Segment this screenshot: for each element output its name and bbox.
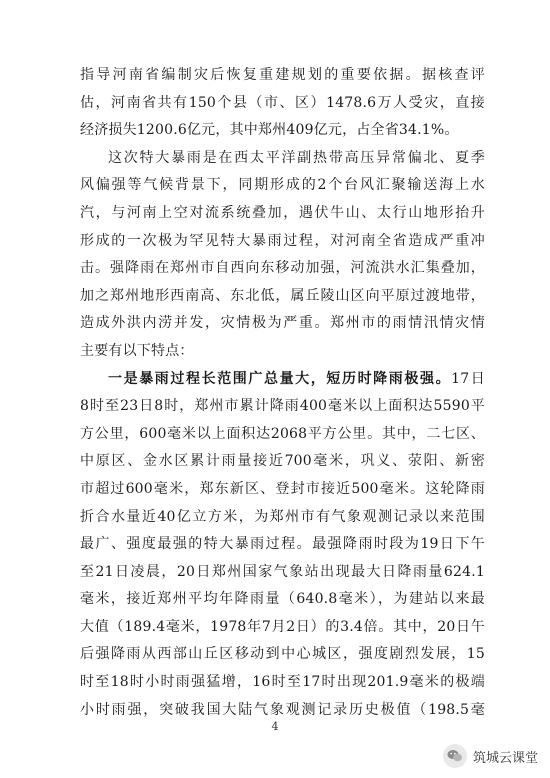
text-line: 主要有以下特点：	[80, 342, 194, 359]
feature-heading: 一是暴雨过程长范围广总量大，短历时降雨极强。	[108, 370, 452, 387]
text-line: 大值（189.4毫米，1978年7月2日）的3.4倍。其中，20日午	[80, 618, 485, 635]
text-line: 市超过600毫米，郑东新区、登封市接近500毫米。这轮降雨	[80, 480, 485, 497]
text-line: 折合水量近40亿立方米，为郑州市有气象观测记录以来范围	[80, 508, 485, 525]
text-line: 中原区、金水区累计雨量接近700毫米，巩义、荥阳、新密	[80, 453, 485, 470]
text-line: 加之郑州地形西南高、东北低，属丘陵山区向平原过渡地带，	[80, 287, 485, 304]
text-line: 方公里，600毫米以上面积达2068平方公里。其中，二七区、	[80, 425, 485, 442]
text-line: 风偏强等气候背景下，同期形成的2个台风汇聚输送海上水	[80, 177, 485, 194]
watermark-text: 筑城云课堂	[472, 750, 538, 766]
text-line: 小时雨强，突破我国大陆气象观测记录历史极值（198.5毫	[80, 701, 485, 718]
text-line: 毫米，接近郑州平均年降雨量（640.8毫米），为建站以来最	[80, 591, 485, 608]
page-number: 4	[271, 720, 279, 733]
text-line: 最广、强度最强的特大暴雨过程。最强降雨时段为19日下午	[80, 536, 485, 553]
wechat-icon	[443, 744, 467, 768]
text-line: 至21日凌晨，20日郑州国家气象站出现最大日降雨量624.1	[80, 563, 485, 580]
text-line: 造成外洪内涝并发，灾情极为严重。郑州市的雨情汛情灾情	[80, 315, 485, 332]
feature-heading-line	[80, 366, 485, 394]
text-line: 经济损失1200.6亿元，其中郑州409亿元，占全省34.1%。	[80, 122, 459, 139]
text-line: 8时至23日8时，郑州市累计降雨400毫米以上面积达5590平	[80, 398, 485, 415]
text-line: 形成的一次极为罕见特大暴雨过程，对河南全省造成严重冲	[80, 232, 485, 249]
text-line: 时至18时小时雨强猛增，16时至17时出现201.9毫米的极端	[80, 674, 485, 691]
text-line: 指导河南省编制灾后恢复重建规划的重要依据。据核查评	[80, 67, 485, 83]
text-line: 估，河南省共有150个县（市、区）1478.6万人受灾，直接	[80, 94, 485, 111]
text-line: 这次特大暴雨是在西太平洋副热带高压异常偏北、夏季	[108, 149, 485, 166]
text-line: 后强降雨从西部山丘区移动到中心城区，强度剧烈发展，15	[80, 646, 485, 663]
text-line: 击。强降雨在郑州市自西向东移动加强，河流洪水汇集叠加，	[80, 260, 485, 277]
watermark	[443, 744, 538, 768]
feature-heading-tail: 17日	[451, 370, 485, 387]
body-text	[80, 62, 485, 724]
text-line: 汽，与河南上空对流系统叠加，遇伏牛山、太行山地形抬升	[80, 204, 485, 221]
